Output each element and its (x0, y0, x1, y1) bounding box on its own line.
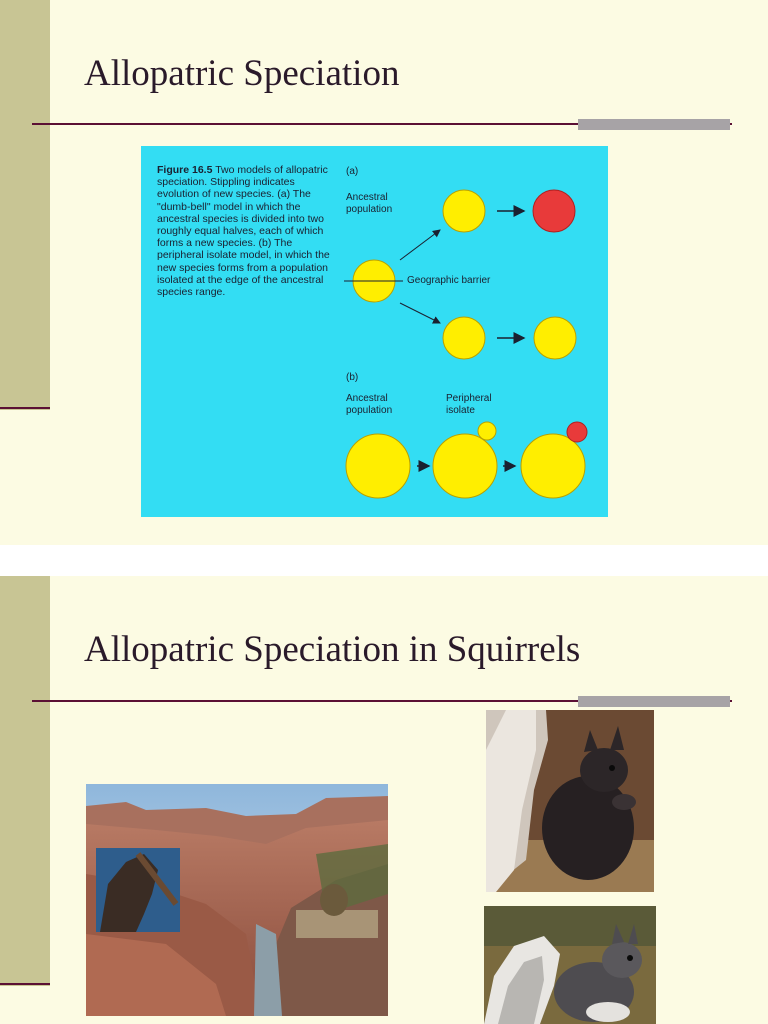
squirrel-photo-2 (484, 906, 656, 1024)
geographic-barrier-label: Geographic barrier (407, 275, 491, 286)
slide-gap (0, 545, 768, 576)
canyon-photo (86, 784, 388, 1016)
b-new-species-isolate (567, 422, 587, 442)
b-main-population (433, 434, 497, 498)
slide-2 (0, 576, 768, 1024)
b-final-population (521, 434, 585, 498)
part-a-label: (a) (346, 166, 359, 177)
b-ancestral-population (346, 434, 410, 498)
side-accent-bar (0, 0, 50, 410)
a-upper-new-species (533, 190, 575, 232)
a-lower-new-species (534, 317, 576, 359)
squirrel-photo-1 (486, 710, 654, 892)
figure-caption-text: Two models of allopatric speciation. Stippling indicates evolution of new species. (a) The "dumb-bell" model in which the ancestral species is divided into two roughly equal halves, each of which forms a new species. (b) The peripheral isolate model, in which the new species forms from a population isolated at the edge of the ancestral species range. (157, 164, 330, 299)
b-peripheral-label-2: isolate (446, 405, 475, 416)
side-accent-rule (0, 407, 50, 409)
arrow-up-branch (400, 230, 440, 260)
a-lower-half-population (443, 317, 485, 359)
side-accent-bar (0, 576, 50, 986)
b-peripheral-isolate (478, 422, 496, 440)
arrow-down-branch (400, 303, 440, 323)
title-rule-accent (578, 119, 730, 130)
slide-title: Allopatric Speciation (84, 53, 400, 94)
a-ancestral-label-2: population (346, 204, 393, 215)
b-ancestral-label-2: population (346, 405, 393, 416)
a-upper-half-population (443, 190, 485, 232)
figure-number: Figure 16.5 (157, 164, 213, 176)
a-ancestral-label-1: Ancestral (346, 192, 388, 203)
title-rule-accent (578, 696, 730, 707)
b-ancestral-label-1: Ancestral (346, 393, 388, 404)
b-peripheral-label-1: Peripheral (446, 393, 492, 404)
speciation-figure (141, 146, 608, 517)
side-accent-rule (0, 983, 50, 985)
part-b-label: (b) (346, 372, 359, 383)
slide-title: Allopatric Speciation in Squirrels (84, 629, 581, 670)
